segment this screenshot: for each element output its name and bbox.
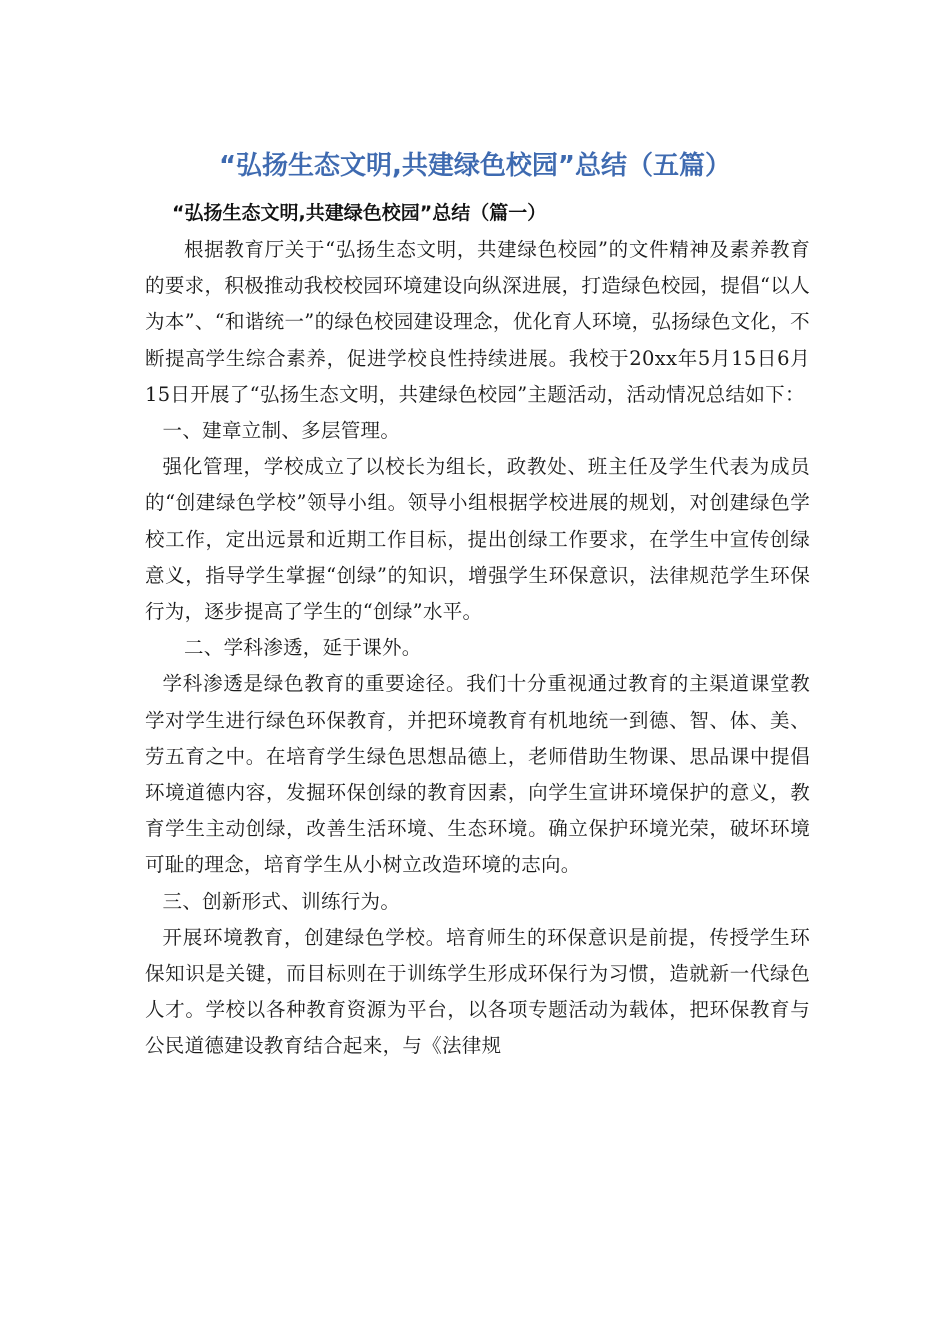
intro-paragraph: 根据教育厅关于“弘扬生态文明，共建绿色校园”的文件精神及素养教育的要求，积极推动我校校园环境建设向纵深进展，打造绿色校园，提倡“以人为本”、“和谐统一”的绿色校园建设理念，优化育人环境，弘扬绿色文化，不断提高学生综合素养，促进学校良性持续进展。我校于20xx年5月15日6月15日开展了“弘扬生态文明，共建绿色校园”主题活动，活动情况总结如下： (145, 238, 810, 406)
paragraph-1: 强化管理，学校成立了以校长为组长，政教处、班主任及学生代表为成员的“创建绿色学校”领导小组。领导小组根据学校进展的规划，对创建绿色学校工作，定出远景和近期工作目标，提出创绿工作要求，在学生中宣传创绿意义，指导学生掌握“创绿”的知识，增强学生环保意识，法律规范学生环保行为，逐步提高了学生的“创绿”水平。 (145, 455, 810, 624)
heading-3: 三、创新形式、训练行为。 (162, 889, 401, 913)
paragraph-2: 学科渗透是绿色教育的重要途径。我们十分重视通过教育的主渠道课堂教学对学生进行绿色环保教育，并把环境教育有机地统一到德、智、体、美、劳五育之中。在培育学生绿色思想品德上，老师借助生物课、思品课中提倡环境道德内容，发掘环保创绿的教育因素，向学生宣讲环境保护的意义，教育学生主动创绿，改善生活环境、生态环境。确立保护环境光荣，破坏环境可耻的理念，培育学生从小树立改造环境的志向。 (145, 672, 810, 877)
heading-2: 二、学科渗透，延于课外。 (184, 636, 422, 660)
section-title: “弘扬生态文明,共建绿色校园”总结（篇一） (172, 202, 547, 224)
document-title: “弘扬生态文明,共建绿色校园”总结（五篇） (218, 151, 732, 181)
heading-1: 一、建章立制、多层管理。 (162, 419, 401, 443)
paragraph-3: 开展环境教育，创建绿色学校。培育师生的环保意识是前提，传授学生环保知识是关键，而目标则在于训练学生形成环保行为习惯，造就新一代绿色人才。学校以各种教育资源为平台，以各项专题活动为载体，把环保教育与公民道德建设教育结合起来，与《法律规 (145, 925, 810, 1058)
document-body (145, 232, 810, 1065)
